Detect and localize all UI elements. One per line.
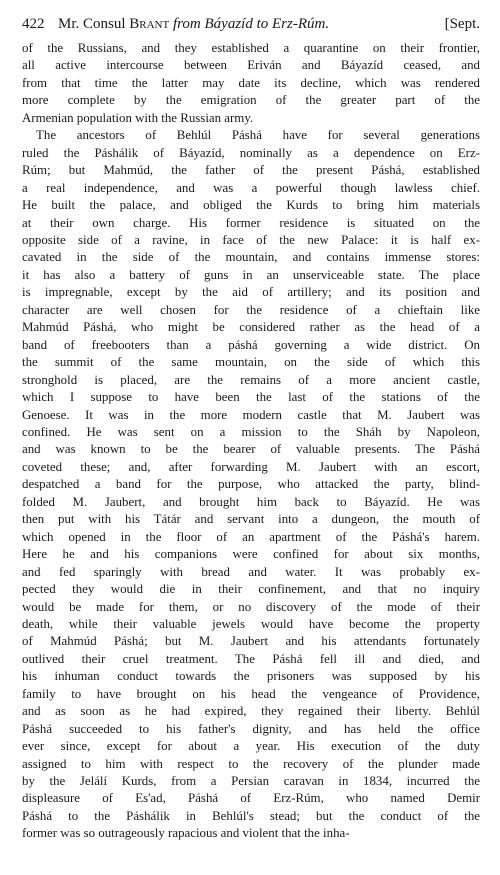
text-line: folded M. Jaubert, and brought him back to Báyazíd. He was (22, 494, 480, 509)
text-line: despatched a band for the purpose, who attacked the party, blind- (22, 477, 480, 492)
text-line: a real independence, and was a powerful though lawless chief. (22, 180, 480, 195)
text-line: character are well chosen for the residence of a chieftain like (22, 302, 480, 317)
text-line: and as soon as he had expired, they regained their liberty. Behlúl (22, 704, 480, 719)
text-line: ruled the Páshálik of Báyazíd, nominally as a dependence on Erz- (22, 145, 480, 160)
text-line: The ancestors of Behlúl Páshá have for several generations (36, 128, 480, 143)
text-line: the summit of the same mountain, on the side of which this (22, 355, 480, 370)
running-title (58, 14, 445, 34)
title-prefix: Mr. Consul (58, 16, 126, 32)
document-page (22, 14, 480, 843)
text-line: Armenian population with the Russian army. (22, 110, 254, 125)
text-line: which opened in the floor of an apartment of the Páshá's harem. (22, 529, 480, 544)
text-line: is impregnable, except by the aid of artillery; and its position and (22, 285, 480, 300)
text-line: assigned to him with respect to the recovery of the plunder made (22, 756, 480, 771)
text-line: all active intercourse between Eriván and Báyazíd ceased, and (22, 58, 480, 73)
text-line: confined. He was sent on a mission to the Sháh by Napoleon, (22, 424, 480, 439)
text-line: band of freebooters than a páshá governing a wide district. On (22, 337, 480, 352)
text-line: which I suppose to have been the last of the stations of the (22, 390, 480, 405)
text-line: displeasure of Es'ad, Páshá of Erz-Rúm, who named Demir (22, 791, 480, 806)
text-line: coveted these; and, after forwarding M. Jaubert with an escort, (22, 459, 480, 474)
text-line: Here he and his companions were confined for about six months, (22, 547, 480, 562)
text-line: former was so outrageously rapacious and violent that the inha- (22, 826, 350, 841)
title-name: Brant (129, 16, 170, 32)
text-line: it has also a battery of guns in an unserviceable state. The place (22, 267, 480, 282)
text-line: Rúm; but Mahmúd, the father of the present Páshá, established (22, 163, 480, 178)
text-line: and fed sparingly with bread and water. It was probably ex- (22, 564, 480, 579)
text-line: by the Jelálí Kurds, from a Persian caravan in 1834, incurred the (22, 774, 480, 789)
text-line: of the Russians, and they established a quarantine on their frontier, (22, 41, 480, 55)
text-line: outlived their cruel treatment. The Páshá fell ill and died, and (22, 651, 480, 666)
text-line: then put with his Tátár and servant into a dungeon, the mouth of (22, 512, 480, 527)
text-line: cavated in the side of the mountain, and contains immense stores: (22, 250, 480, 265)
text-line: family to have brought on his head the vengeance of Providence, (22, 686, 480, 701)
running-head (22, 14, 480, 34)
text-line: at their own charge. His former residence is situated on the (22, 215, 480, 230)
body-text (22, 40, 480, 843)
text-line: opposite side of a ravine, in face of the new Palace: it is half ex- (22, 232, 480, 247)
text-line: stronghold is placed, are the remains of a more ancient castle, (22, 372, 480, 387)
page-number: 422 (22, 16, 45, 32)
text-line: more complete by the emigration of the greater part of the (22, 93, 480, 108)
text-line: of Mahmúd Páshá; but M. Jaubert and his attendants fortunately (22, 634, 480, 649)
text-line: Genoese. It was in the more modern castle that M. Jaubert was (22, 407, 480, 422)
text-line: his inhuman conduct towards the prisoners was supposed by his (22, 669, 480, 684)
text-line: and was known to be the bearer of valuable presents. The Páshá (22, 442, 480, 457)
text-line: Mahmúd Páshá, who might be considered rather as the head of a (22, 320, 480, 335)
text-line: Páshá to the Páshálik in Behlúl's stead; but the conduct of the (22, 808, 480, 823)
text-line: pected they would die in their confinement, and that no inquiry (22, 582, 480, 597)
text-line: death, while their valuable jewels would have become the property (22, 616, 480, 631)
text-line: Páshá succeeded to his father's dignity, and has held the office (22, 721, 480, 736)
text-line: ever since, except for about a year. His execution of the duty (22, 739, 480, 754)
title-rest: from Báyazíd to Erz-Rúm. (172, 16, 330, 32)
running-date: [Sept. (444, 16, 480, 32)
text-line: He built the palace, and obliged the Kurds to bring him materials (22, 198, 480, 213)
text-line: would be made for them, or no discovery of the mode of their (22, 599, 480, 614)
text-line: from that time the latter may date its decline, which was rendered (22, 75, 480, 90)
